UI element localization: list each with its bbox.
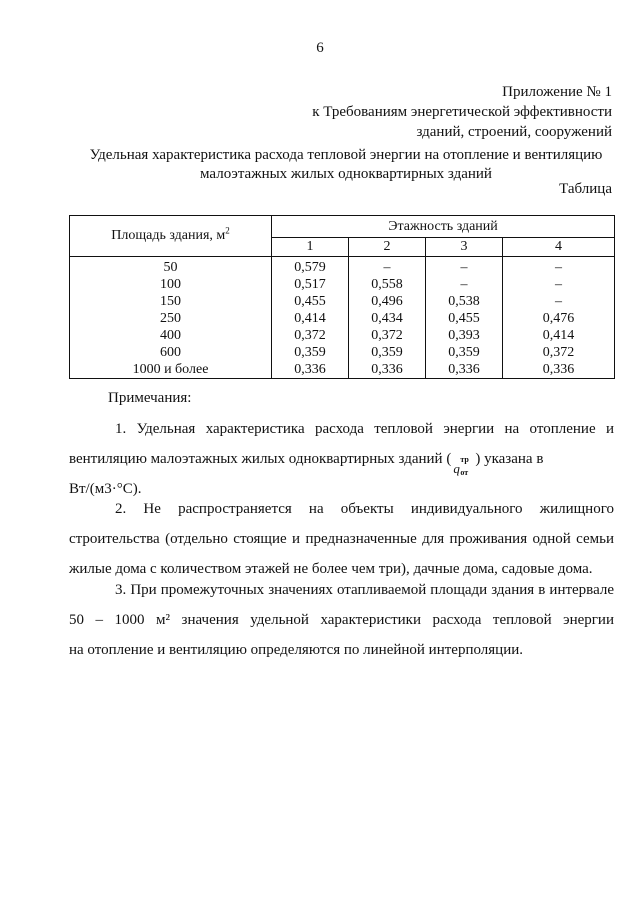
title-line-2: малоэтажных жилых одноквартирных зданий <box>200 166 492 182</box>
area-cell: 100 <box>70 276 272 293</box>
appendix-heading <box>312 82 612 142</box>
table-caption: Таблица <box>559 181 612 197</box>
note-3-line-2: 50 – 1000 м² значения удельной характеристики расхода тепловой энергии <box>69 612 614 628</box>
value-cell: 0,336 <box>426 361 503 379</box>
value-cell: 0,372 <box>349 327 426 344</box>
floor-column-2: 2 <box>349 238 426 257</box>
area-cell: 50 <box>70 257 272 277</box>
floor-column-4: 4 <box>503 238 615 257</box>
floor-column-3: 3 <box>426 238 503 257</box>
area-cell: 1000 и более <box>70 361 272 379</box>
value-cell: 0,517 <box>272 276 349 293</box>
value-cell: – <box>503 293 615 310</box>
appendix-line-3: зданий, строений, сооружений <box>416 124 612 140</box>
value-cell: 0,336 <box>349 361 426 379</box>
notes-heading: Примечания: <box>108 390 192 406</box>
value-cell: 0,476 <box>503 310 615 327</box>
value-cell: – <box>503 276 615 293</box>
value-cell: 0,455 <box>426 310 503 327</box>
note-2 <box>69 494 614 584</box>
area-cell: 150 <box>70 293 272 310</box>
value-cell: 0,336 <box>272 361 349 379</box>
area-column-header <box>70 216 272 257</box>
area-cell: 600 <box>70 344 272 361</box>
value-cell: 0,579 <box>272 257 349 277</box>
area-header-superscript: 2 <box>225 225 230 236</box>
document-title <box>56 146 636 184</box>
area-cell: 400 <box>70 327 272 344</box>
table-row <box>70 361 615 379</box>
value-cell: – <box>426 257 503 277</box>
note-3-line-3: на отопление и вентиляцию определяются по линейной интерполяции. <box>69 642 523 658</box>
page-number: 6 <box>316 40 324 56</box>
table-row <box>70 327 615 344</box>
value-cell: 0,434 <box>349 310 426 327</box>
value-cell: 0,372 <box>272 327 349 344</box>
value-cell: 0,496 <box>349 293 426 310</box>
heat-characteristic-table <box>69 215 615 379</box>
floors-column-header: Этажность зданий <box>272 216 615 238</box>
value-cell: – <box>349 257 426 277</box>
q-symbol <box>451 452 475 477</box>
table-row <box>70 276 615 293</box>
note-3-line-1: 3. При промежуточных значениях отапливаемой площади здания в интервале <box>115 582 614 598</box>
area-cell: 250 <box>70 310 272 327</box>
q-symbol-superscript: тр <box>460 454 469 464</box>
appendix-line-1: Приложение № 1 <box>502 84 612 100</box>
note-2-line-2: строительства (отдельно стоящие и предназначенные для проживания одной семьи <box>69 531 614 547</box>
title-line-1: Удельная характеристика расхода тепловой энергии на отопление и вентиляцию <box>89 147 603 163</box>
value-cell: 0,414 <box>272 310 349 327</box>
table-row <box>70 257 615 277</box>
value-cell: – <box>426 276 503 293</box>
note-2-line-3: жилые дома с количеством этажей не более чем три), дачные дома, садовые дома. <box>69 561 593 577</box>
value-cell: 0,414 <box>503 327 615 344</box>
table-row <box>70 310 615 327</box>
note-2-line-1: 2. Не распространяется на объекты индивидуального жилищного <box>115 501 614 517</box>
note-1-text-end: ) указана в Вт/(м3·°С). <box>69 451 544 497</box>
value-cell: 0,359 <box>426 344 503 361</box>
note-3 <box>69 575 614 665</box>
value-cell: 0,359 <box>349 344 426 361</box>
q-symbol-letter: q <box>453 460 460 476</box>
value-cell: 0,538 <box>426 293 503 310</box>
note-1 <box>69 414 614 504</box>
value-cell: 0,359 <box>272 344 349 361</box>
note-1-text-start: вентиляцию малоэтажных жилых одноквартирных зданий ( <box>69 451 452 467</box>
value-cell: 0,336 <box>503 361 615 379</box>
value-cell: – <box>503 257 615 277</box>
value-cell: 0,393 <box>426 327 503 344</box>
area-header-text: Площадь здания, м <box>111 228 226 243</box>
floor-column-1: 1 <box>272 238 349 257</box>
q-symbol-subscript: от <box>460 467 469 477</box>
table-row <box>70 293 615 310</box>
value-cell: 0,455 <box>272 293 349 310</box>
table-row <box>70 344 615 361</box>
value-cell: 0,372 <box>503 344 615 361</box>
note-1-line-1: 1. Удельная характеристика расхода тепловой энергии на отопление и <box>115 421 614 437</box>
value-cell: 0,558 <box>349 276 426 293</box>
appendix-line-2: к Требованиям энергетической эффективности <box>312 104 612 120</box>
